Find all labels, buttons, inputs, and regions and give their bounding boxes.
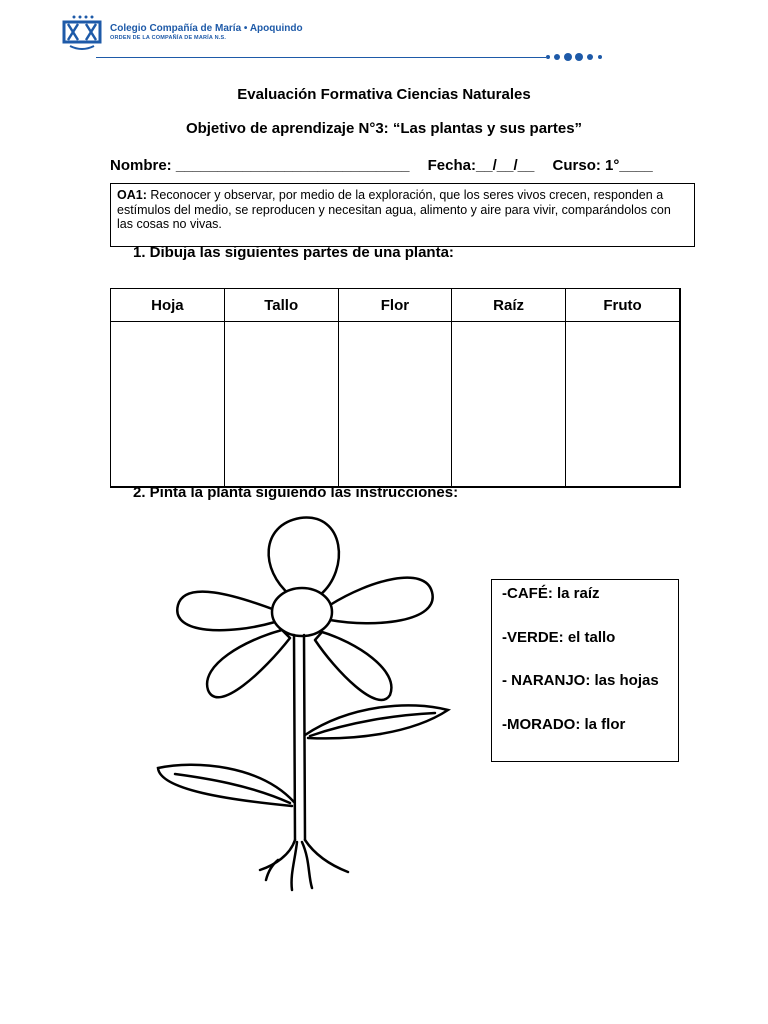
oa-label: OA1: [117, 188, 147, 202]
student-info-row [110, 157, 667, 174]
coloring-instructions-box [491, 579, 679, 762]
question-1: 1. Dibuja las siguientes partes de una planta: [133, 244, 454, 261]
school-order: ORDEN DE LA COMPAÑÍA DE MARÍA N.S. [110, 35, 227, 41]
course-field[interactable]: Curso: 1°____ [552, 157, 653, 174]
instruction-purple: -MORADO: la flor [502, 715, 626, 733]
drawing-cell-fruto[interactable] [565, 322, 680, 488]
header-raiz: Raíz [452, 289, 566, 322]
header-fruto: Fruto [565, 289, 680, 322]
name-field[interactable]: Nombre: ____________________________ [110, 157, 410, 174]
question-2: 2. Pinta la planta siguiendo las instrucciones: [133, 484, 459, 501]
header-divider [96, 57, 546, 58]
header-tallo: Tallo [224, 289, 338, 322]
learning-objective: Objetivo de aprendizaje N°3: “Las plantas y sus partes” [185, 120, 583, 137]
document-title: Evaluación Formativa Ciencias Naturales [237, 86, 531, 103]
instruction-orange: - NARANJO: las hojas [502, 672, 659, 689]
drawing-cell-flor[interactable] [338, 322, 452, 488]
instruction-brown: -CAFÉ: la raíz [502, 585, 600, 602]
header-flor: Flor [338, 289, 452, 322]
drawing-cell-tallo[interactable] [224, 322, 338, 488]
oa-box [110, 183, 695, 247]
header-dots-ornament [544, 51, 606, 63]
date-field[interactable]: Fecha:__/__/__ [427, 157, 535, 174]
flower-outline-drawing[interactable] [150, 510, 480, 900]
plant-parts-table [110, 288, 681, 488]
drawing-cell-hoja[interactable] [111, 322, 225, 488]
instruction-green: -VERDE: el tallo [502, 628, 616, 646]
oa-text: Reconocer y observar, por medio de la exploración, que los seres vivos crecen, responden a estímulos del medio, se reproducen y necesitan agua, alimento y aire para vivir, comparándolos con las cosas no vivas. [117, 188, 671, 231]
drawing-cell-raiz[interactable] [452, 322, 566, 488]
header-hoja: Hoja [111, 289, 225, 322]
school-emblem-icon [58, 12, 108, 52]
school-name: Colegio Compañía de María • Apoquindo [110, 23, 303, 34]
